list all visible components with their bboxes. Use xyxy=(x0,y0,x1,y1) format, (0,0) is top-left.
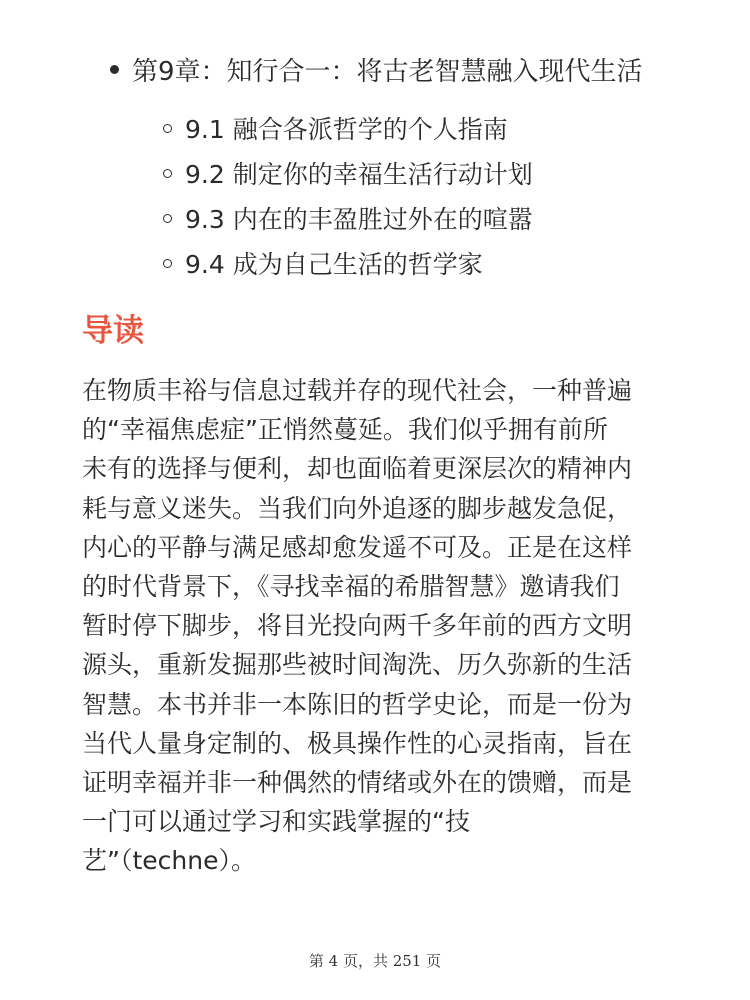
paragraph-line: 暂时停下脚步，将目光投向两千多年前的西方文明 xyxy=(82,611,633,641)
paragraph-line: 耗与意义迷失。当我们向外追逐的脚步越发急促， xyxy=(82,493,633,523)
section-label: 9.4 成为自己生活的哲学家 xyxy=(185,250,483,279)
hollow-bullet-icon xyxy=(163,124,172,133)
paragraph-line: 艺”（techne）。 xyxy=(82,846,256,876)
hollow-bullet-icon xyxy=(163,169,172,178)
paragraph-line: 未有的选择与便利，却也面临着更深层次的精神内 xyxy=(82,454,633,484)
chapter-heading xyxy=(110,52,643,92)
paragraph-line: 智慧。本书并非一本陈旧的哲学史论，而是一份为 xyxy=(82,689,633,719)
hollow-bullet-icon xyxy=(163,259,172,268)
paragraph-line: 在物质丰裕与信息过载并存的现代社会，一种普遍 xyxy=(82,376,633,405)
paragraph-line: 当代人量身定制的、极具操作性的心灵指南，旨在 xyxy=(82,728,633,758)
intro-paragraph xyxy=(82,371,672,881)
section-item xyxy=(163,242,533,287)
section-label: 9.2 制定你的幸福生活行动计划 xyxy=(185,160,533,189)
paragraph-line: 的“幸福焦虑症”正悄然蔓延。我们似乎拥有前所 xyxy=(82,415,608,445)
chapter-title: 第9章：知行合一：将古老智慧融入现代生活 xyxy=(132,57,643,87)
paragraph-line: 源头，重新发掘那些被时间淘洗、历久弥新的生活 xyxy=(82,650,633,680)
intro-heading: 导读 xyxy=(82,313,144,349)
section-item xyxy=(163,107,533,152)
hollow-bullet-icon xyxy=(163,214,172,223)
section-label: 9.3 内在的丰盈胜过外在的喧嚣 xyxy=(185,205,533,234)
paragraph-line: 证明幸福并非一种偶然的情绪或外在的馈赠，而是 xyxy=(82,768,633,798)
chapter-section-list xyxy=(163,107,533,287)
section-item xyxy=(163,197,533,242)
section-label: 9.1 融合各派哲学的个人指南 xyxy=(185,115,508,144)
paragraph-line: 一门可以通过学习和实践掌握的“技 xyxy=(82,807,470,837)
paragraph-line: 内心的平静与满足感却愈发遥不可及。正是在这样 xyxy=(82,532,633,562)
paragraph-line: 的时代背景下，《寻找幸福的希腊智慧》邀请我们 xyxy=(82,572,620,602)
section-item xyxy=(163,152,533,197)
page-number: 第 4 页，共 251 页 xyxy=(308,952,442,970)
bullet-icon xyxy=(110,65,119,74)
